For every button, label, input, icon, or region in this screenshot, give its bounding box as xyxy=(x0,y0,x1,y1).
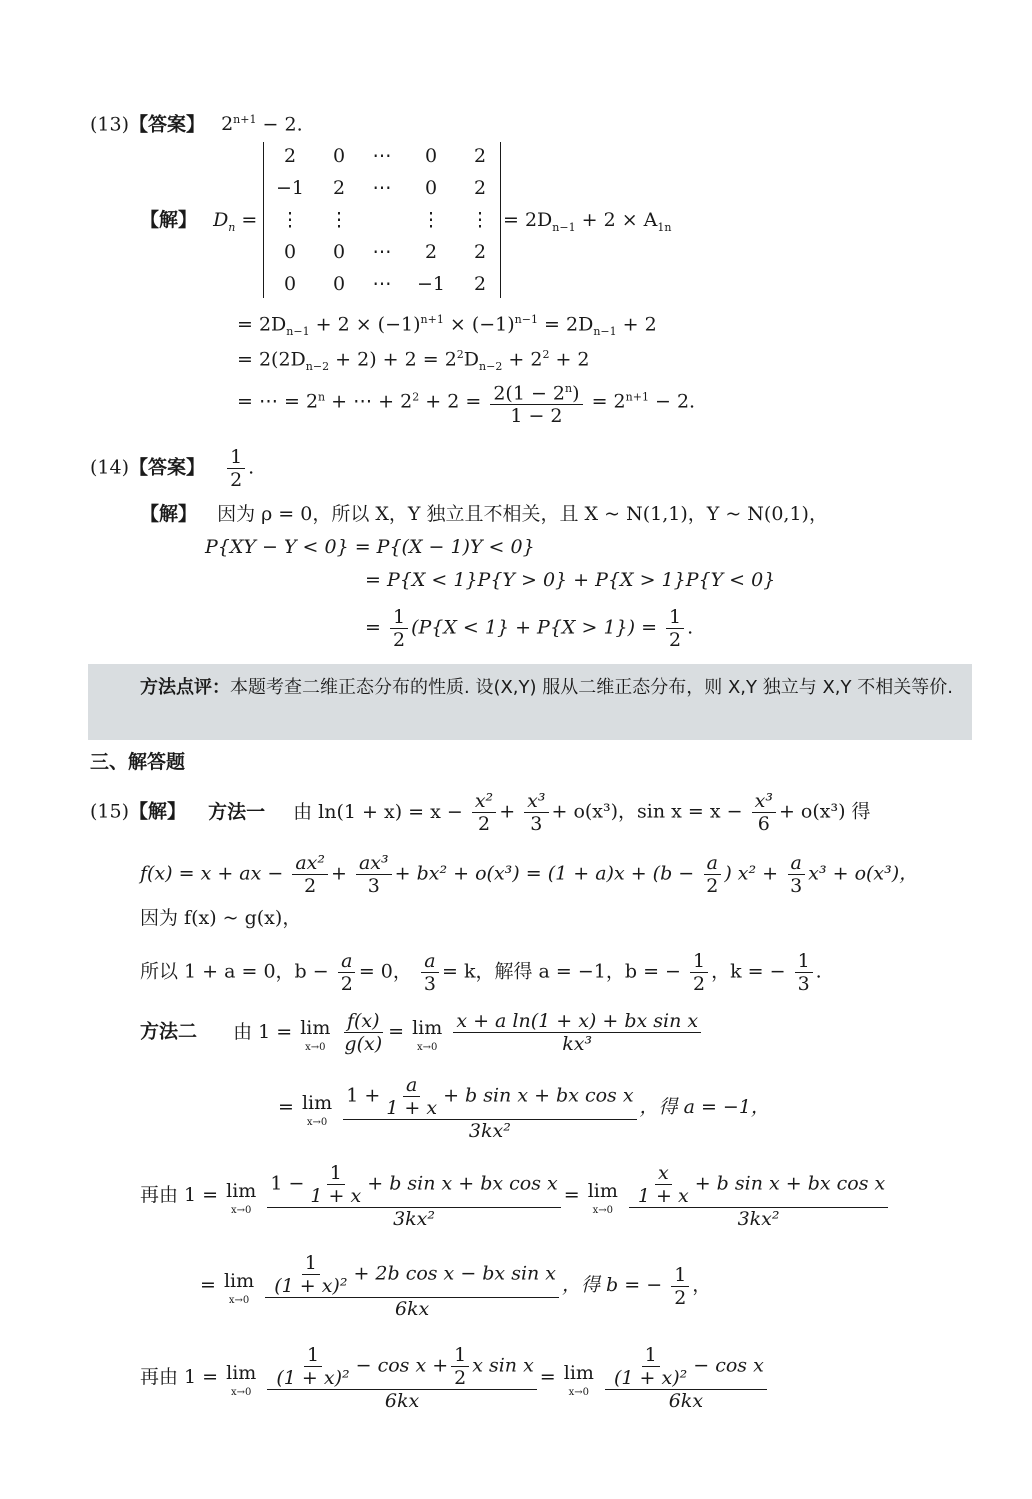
q15-method1-line: (15)【解】 方法一 由 ln(1 + x) = x − $\frac{\text{x²}}{2}$ + $\frac{\text{x³}}{3}$ + o(x³)，sin x = x − $\frac{\text{x³}}{6}$ + o(x³) 得 xyxy=(90,790,871,835)
q15-so-line: 所以 1 + a = 0，b − $\frac{a}{2}$ = 0， $\frac{a}{3}$ = k，解得 a = −1，b = − $\frac{1}{2}$ ，k = − $\frac{1}{3}$ . xyxy=(140,950,822,995)
q13-answer-line: (13)【答案】 $2^{n+1} - 2$. xyxy=(90,113,303,136)
det-cell: ⋯ xyxy=(372,145,392,167)
det-cell: ⋮ xyxy=(280,209,300,231)
q14-line3: = P{X < 1}P{Y > 0} + P{X > 1}P{Y < 0} xyxy=(365,569,776,591)
det-cell: ⋮ xyxy=(470,209,490,231)
det-cell: ⋯ xyxy=(372,273,392,295)
det-cell: 2 xyxy=(283,145,297,167)
det-cell: ⋯ xyxy=(372,177,392,199)
det-cell: ⋮ xyxy=(329,209,349,231)
det-cell: 2 xyxy=(473,145,487,167)
q15-method2-line: 方法二 由 1 = lim x→0 $\frac{f(x)}{g(x)}$ = lim x→0 $\frac{\text{x + a ln(1 + x) + bx sin x}}{\text{kx³}}$ xyxy=(140,1010,704,1055)
q15-because: 因为 f(x) ~ g(x)， xyxy=(140,907,302,929)
det-cell: 2 xyxy=(424,241,438,263)
det-cell: 0 xyxy=(332,145,346,167)
method-remark-text: 方法点评：本题考查二维正态分布的性质. 设(X,Y) 服从二维正态分布，则 X,Y 独立与 X,Y 不相关等价. xyxy=(140,677,953,698)
det-cell: 2 xyxy=(473,177,487,199)
q13-det-rhs: = $2D_{n-1} + 2 \times A_{1n}$ xyxy=(503,209,672,234)
q15-method2-line2: = lim x→0 1 + $\frac{a}{1 + x}$ + b sin x + bx cos x 3kx² ，得 a = −1， xyxy=(278,1074,770,1142)
det-cell: 0 xyxy=(424,145,438,167)
det-cell: 0 xyxy=(332,273,346,295)
det-cell: 2 xyxy=(332,177,346,199)
q14-answer-line: (14)【答案】 $\frac{1}{2}$ . xyxy=(90,446,255,491)
q13-step1: = $2D_{n-1} + 2 \times (-1)^{n+1} \times (-1)^{n-1} = 2D_{n-1} + 2$ xyxy=(237,313,657,339)
q15-method2-line3: 再由 1 = lim x→0 1 − $\frac{1}{1 + x}$ + b sin x + bx cos x 3kx² = lim x→0 $\frac{x}{1 + x}$ + b sin x + bx cos x 3kx² xyxy=(140,1162,891,1230)
determinant xyxy=(263,142,501,298)
det-cell: ⋮ xyxy=(421,209,441,231)
q15-method2-line5: 再由 1 = lim x→0 $\frac{1}{\text{(1 + x)²}}$ − cos x + $\frac{1}{2}$ x sin x 6kx = lim x→0 $\frac{1}{\text{(1 + x)²}}$ − cos x 6kx xyxy=(140,1344,770,1412)
det-cell: 2 xyxy=(473,241,487,263)
det-cell: 2 xyxy=(473,273,487,295)
section-title: 三、解答题 xyxy=(90,751,186,773)
det-cell: −1 xyxy=(416,273,445,295)
q15-method2-line4: = lim x→0 $\frac{1}{\text{(1 + x)²}}$ + 2b cos x − bx sin x 6kx ，得 b = − $\frac{1}{2}$ ， xyxy=(200,1252,712,1320)
q14-line2: P{XY − Y < 0} = P{(X − 1)Y < 0} xyxy=(205,536,535,558)
q13-step2: = $2(2D_{n-2} + 2) + 2 = 2^2D_{n-2} + 2^2 + 2$ xyxy=(237,348,590,374)
q14-line4: = $\frac{1}{2}$ (P{X < 1} + P{X > 1}) = $\frac{1}{2}$ . xyxy=(365,606,694,651)
q15-fx-line: f(x) = x + ax − $\frac{\text{ax²}}{2}$ + $\frac{\text{ax³}}{3}$ + bx² + o(x³) = (1 + a)x + (b − $\frac{a}{2}$ ) x² + $\frac{a}{3}$ x³ + o(x³)， xyxy=(140,852,919,897)
q13-step3: = ⋯ = $2^n$ + ⋯ + $2^2 + 2$ = $\frac{2(1 - 2^n)}{1 - 2}$ = $2^{n+1} - 2$. xyxy=(237,378,695,427)
q13-solve-line: 【解】 $D_n$ = xyxy=(140,209,258,234)
det-cell: 0 xyxy=(283,273,297,295)
det-cell: 0 xyxy=(424,177,438,199)
q14-solve-line: 【解】 因为 ρ = 0，所以 X，Y 独立且不相关，且 X ~ N(1,1)，Y ~ N(0,1)， xyxy=(140,503,828,525)
det-cell: −1 xyxy=(275,177,304,199)
det-cell: 0 xyxy=(283,241,297,263)
det-cell: ⋯ xyxy=(372,241,392,263)
method-remark-box xyxy=(88,664,972,740)
det-cell: 0 xyxy=(332,241,346,263)
